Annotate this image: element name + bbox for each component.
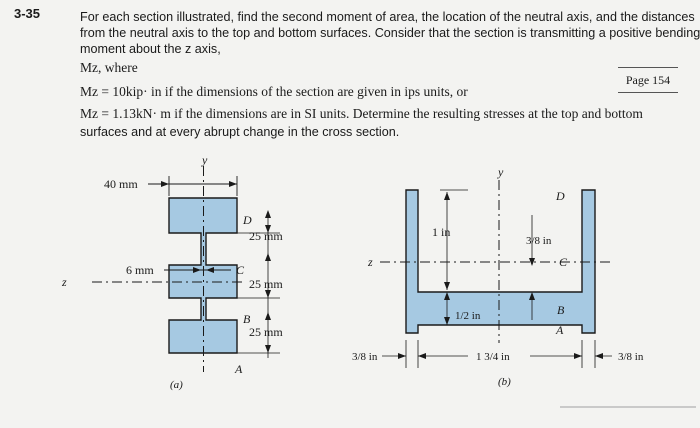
dim-3-8in-right: 3/8 in [618,351,644,363]
problem-line-7: surfaces and at every abrupt change in the cross section. [80,125,400,139]
label-b-B: B [557,303,565,317]
label-a-A: A [235,362,243,376]
dim-1-3-4in: 1 3/4 in [476,351,510,363]
figure-a [61,153,283,391]
label-b-A: A [556,323,564,337]
dim-1in: 1 in [432,225,451,239]
problem-line-1: For each section illustrated, find the second moment of area, the location of the neutral axis, and the distances [80,10,695,24]
problem-line-3: moment about the z axis, [80,42,221,56]
label-b-C: C [559,255,568,269]
label-b-D: D [556,189,565,203]
scrollbar[interactable] [560,406,696,408]
axis-a-y: y [202,153,208,167]
caption-a: (a) [170,379,183,391]
axis-b-y: y [498,165,504,179]
page-badge[interactable]: Page 154 [618,67,678,93]
problem-line-2: from the neutral axis to the top and bottom surfaces. Consider that the section is transmitting a positive bending [80,26,700,40]
problem-number: 3-35 [14,6,41,21]
axis-a-z: z [62,275,67,289]
dim-half-in: 1/2 in [455,310,481,322]
label-a-C: C [236,263,245,277]
problem-line-5: Mz = 10kip· in if the dimensions of the section are given in ips units, or [80,84,468,99]
dim-3-8in-top: 3/8 in [526,235,552,247]
label-a-D: D [243,213,252,227]
dim-25mm-mid: 25 mm [249,277,283,291]
caption-b: (b) [498,376,511,388]
dim-3-8in-left: 3/8 in [352,351,378,363]
dim-25mm-bottom: 25 mm [249,325,283,339]
dim-25mm-top: 25 mm [249,229,283,243]
axis-b-z: z [368,255,373,269]
problem-line-4: Mz, where [80,60,138,75]
problem-line-6: Mz = 1.13kN· m if the dimensions are in SI units. Determine the resulting stresses at the top and bottom [80,106,643,121]
label-a-B: B [243,312,251,326]
dim-6mm: 6 mm [126,263,154,277]
dim-40mm: 40 mm [104,177,138,191]
figure-b [352,165,644,388]
